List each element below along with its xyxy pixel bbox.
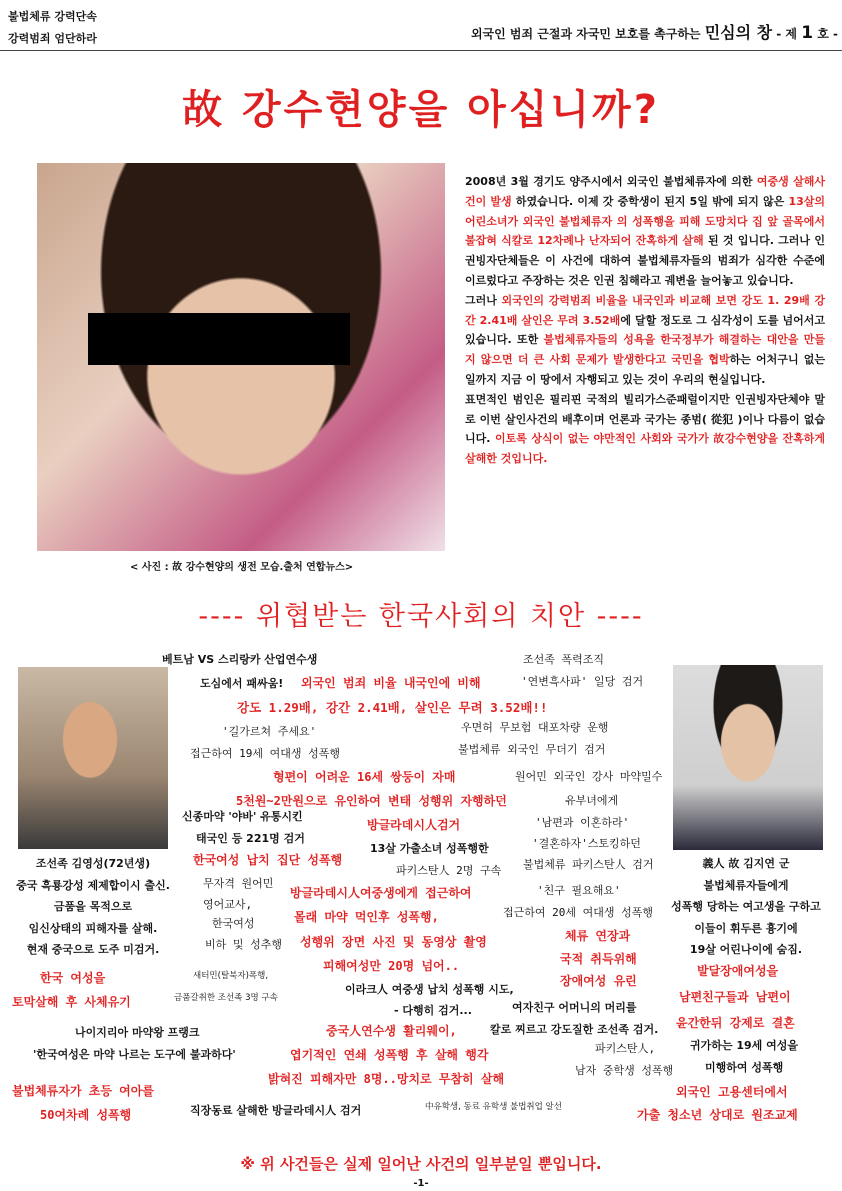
photo-caption: < 사진 : 故 강수현양의 생전 모습.출처 연합뉴스>: [130, 562, 354, 573]
issue-number: 1: [801, 23, 814, 43]
headline: - 다행히 검거...: [394, 1004, 472, 1017]
headline: '남편과 이혼하라': [535, 816, 630, 829]
headline-red: 외국인 고용센터에서: [676, 1085, 788, 1099]
text-run: 2008년 3월 경기도 양주시에서 외국인 불법체류자에 의한: [465, 175, 757, 188]
info-line: 금품을 목적으로: [53, 900, 133, 913]
headline: '길가르쳐 주세요': [222, 725, 317, 738]
headline-red: 밝혀진 피해자만 8명..망치로 무참히 살해: [268, 1072, 505, 1086]
headline-red: 한국 여성을: [40, 971, 106, 985]
info-line: 이들이 휘두른 흉기에: [694, 921, 798, 935]
issue-suffix: 호 -: [813, 27, 838, 41]
header-divider: [0, 50, 842, 51]
headline: 미행하여 성폭행: [705, 1061, 784, 1074]
highlight-run: 불법체류자들의 성욕을 한국정부가 해결하는 대안을 만들지 않으면 더 큰 사회 문제가 발생한다고 국민을 협박: [465, 333, 826, 367]
article-paragraph: [465, 172, 825, 291]
headline: 우면허 무보험 대포차량 운행: [461, 721, 609, 734]
headline-red: 외국인 범죄 비율 내국인에 비해: [301, 676, 481, 690]
headline-red: 성행위 장면 사진 및 동영상 촬영: [300, 935, 487, 949]
headline: 13살 가출소녀 성폭행한: [370, 842, 489, 855]
headline: 파키스탄人 2명 구속: [396, 864, 502, 877]
headline: 여자친구 어머니의 머리를: [512, 1001, 637, 1014]
headline: '친구 필요해요': [537, 884, 621, 897]
headline: '연변흑사파' 일당 검거: [521, 675, 644, 688]
page-title: 故 강수현양을 아십니까?: [182, 87, 660, 133]
headline: 무자격 원어민: [203, 877, 274, 890]
headline: 접근하여 19세 여대생 성폭행: [190, 747, 340, 760]
info-line: 현재 중국으로 도주 미검거.: [26, 943, 160, 956]
article-paragraph: [465, 291, 825, 390]
headline-red: 가출 청소년 상대로 원조교제: [637, 1108, 798, 1122]
hero-photo: [673, 665, 823, 850]
text-run: 그러나: [465, 293, 502, 307]
headline-red: 장애여성 유린: [560, 974, 637, 988]
headline: 칼로 찌르고 강도질한 조선족 검거.: [490, 1023, 659, 1036]
headline-red: 방글라데시人여중생에게 접근하여: [290, 886, 472, 900]
headline-red: 불법체류자가 초등 여아를: [12, 1084, 154, 1098]
headline-red: 체류 연장과: [565, 929, 631, 943]
section-subtitle: ---- 위협받는 한국사회의 치안 ----: [198, 601, 644, 632]
suspect-info: [4, 853, 182, 961]
info-line: 임신상태의 피해자를 살해.: [28, 921, 158, 935]
header-right: [471, 20, 838, 43]
text-run: 된 것 입니다. 그러나 인권빙자단체들은 이 사건에 대하여 불법체류자들의 범죄가 심각한 수준에 이르렀다고 주장하는 것은 인권 침해라고 궤변을 늘어놓고 있습니다.: [465, 234, 825, 287]
page-number: -1-: [413, 1178, 429, 1189]
headline-red: 방글라데시人검거: [367, 818, 461, 832]
headline: 접근하여 20세 여대생 성폭행: [503, 906, 653, 919]
headline: 유부녀에게: [565, 794, 619, 807]
info-line: 19살 어린나이에 숨짐.: [689, 943, 803, 956]
headline: '결혼하자'스토킹하던: [532, 837, 641, 850]
headline: 남자 중학생 성폭행: [575, 1064, 674, 1077]
highlight-run: 외국인의 강력범죄 비율을 내국인과 비교해 보면 강도 1. 29배 강간 2.41배 살인은 무려 3.52배: [465, 293, 825, 327]
highlight-run: 여중생 살해사건이 발생: [465, 175, 825, 208]
article-text: [465, 172, 825, 469]
headline-red: 중국人연수생 활리웨이,: [326, 1024, 457, 1038]
headline-red: 강도 1.29배, 강간 2.41배, 살인은 무려 3.52배!!: [237, 700, 548, 715]
highlight-run: 13살의 어린소녀가 외국인 불법체류자 의 성폭행을 피해 도망치다 집 앞 골목에서 불잡혀 식칼로 12차례나 난자되어 잔혹하게 살해: [465, 194, 825, 248]
hero-info: [652, 853, 840, 961]
headline: 태국인 등 221명 검거: [196, 832, 305, 845]
headline-red: 엽기적인 연쇄 성폭행 후 살해 행각: [290, 1048, 489, 1062]
highlight-run: 이토록 상식이 없는 야만적인 사회와 국가가 故강수현양을 잔혹하게 살해한 것입니다.: [465, 432, 825, 466]
headline: 이라크人 여중생 납치 성폭행 시도,: [345, 983, 514, 996]
footer-note: ※ 위 사건들은 실제 일어난 사건의 일부분일 뿐입니다.: [240, 1155, 602, 1173]
header-left: [8, 6, 97, 50]
info-line: 중국 흑룡강성 제제합이시 출신.: [16, 878, 170, 892]
info-line: 조선족 김영성(72년생): [35, 857, 151, 870]
headline: 불법체류 파키스탄人 검거: [523, 858, 654, 871]
article-paragraph: [465, 390, 825, 469]
headline: 조선족 폭력조직: [523, 653, 605, 666]
text-run: 하는 어처구니 없는 일까지 지금 이 땅에서 자행되고 있는 것이 우리의 현실입니다.: [465, 353, 826, 386]
headline: 나이지리아 마약왕 프랭크: [75, 1026, 200, 1039]
headline-red: 국적 취득위해: [560, 952, 637, 966]
headline-small: 中유학생, 동료 유학생 불법취업 알선: [425, 1102, 562, 1112]
headline: 베트남 VS 스리랑카 산업연수생: [162, 653, 318, 666]
header-slogan-1: 불법체류 강력단속: [8, 10, 97, 23]
headline: 직장동료 살해한 방글라데시人 검거: [190, 1104, 362, 1117]
headline: 도심에서 패싸움!: [200, 677, 284, 690]
headline: 영어교사,: [203, 898, 253, 911]
headline: '한국여성은 마약 나르는 도구에 불과하다': [33, 1048, 236, 1061]
text-run: 하였습니다. 이제 갓 중학생이 된지 5일 밖에 되지 않은: [511, 194, 789, 208]
headline-red: 발달장애여성을: [697, 964, 779, 978]
headline: 원어민 외국인 강사 마약밀수: [515, 770, 663, 783]
header-slogan-2: 강력범죄 엄단하라: [8, 32, 97, 45]
info-line: 불법체류자들에게: [703, 878, 789, 892]
headline-small: 금품갈취한 조선족 3명 구속: [174, 993, 278, 1003]
header-tagline: 외국인 범죄 근절과 자국민 보호를 촉구하는: [470, 27, 701, 41]
headline: 한국여성: [212, 917, 255, 930]
censor-bar: [88, 313, 350, 365]
headline-red: 윤간한뒤 강제로 결혼: [676, 1016, 795, 1030]
headline-red: 50여차례 성폭행: [40, 1108, 132, 1122]
suspect-photo: [18, 667, 168, 849]
issue-prefix: - 제: [772, 27, 798, 41]
headline-red: 토막살해 후 사체유기: [12, 995, 131, 1009]
info-line: 義人 故 김지연 군: [702, 857, 790, 870]
text-run: 표면적인 범인은 필리핀 국적의 빌리가스준패럴이지만 인권빙자단체야 말로 이번 살인사건의 배후이며 언론과 국가는 종범( 從犯 )이나 다름이 없습니다.: [465, 392, 825, 446]
headline-red: 몰래 마약 먹인후 성폭행,: [294, 910, 439, 924]
headline: 불법체류 외국인 무더기 검거: [458, 743, 606, 756]
headline-small: 새터민(탈북자)폭행,: [193, 971, 269, 981]
headline: 비하 및 성추행: [205, 938, 283, 951]
text-run: 에 달할 정도로 그 심각성이 도를 넘어서고 있습니다. 또한: [465, 313, 825, 347]
headline: 신종마약 '야바' 유통시킨: [182, 810, 303, 823]
headline-red: 5천원~2만원으로 유인하여 변태 성행위 자행하던: [236, 794, 507, 808]
headline-red: 형편이 어려운 16세 쌍둥이 자매: [273, 770, 456, 784]
header-brand: 민심의 창: [704, 23, 773, 42]
headline-red: 남편친구들과 남편이: [679, 990, 791, 1004]
headline: 파키스탄人,: [595, 1042, 656, 1055]
info-line: 성폭행 당하는 여고생을 구하고: [671, 900, 821, 913]
headline-red: 피해여성만 20명 넘어..: [323, 959, 460, 973]
headline: 귀가하는 19세 여성을: [690, 1039, 798, 1052]
headline-red: 한국여성 납치 집단 성폭행: [193, 853, 343, 867]
